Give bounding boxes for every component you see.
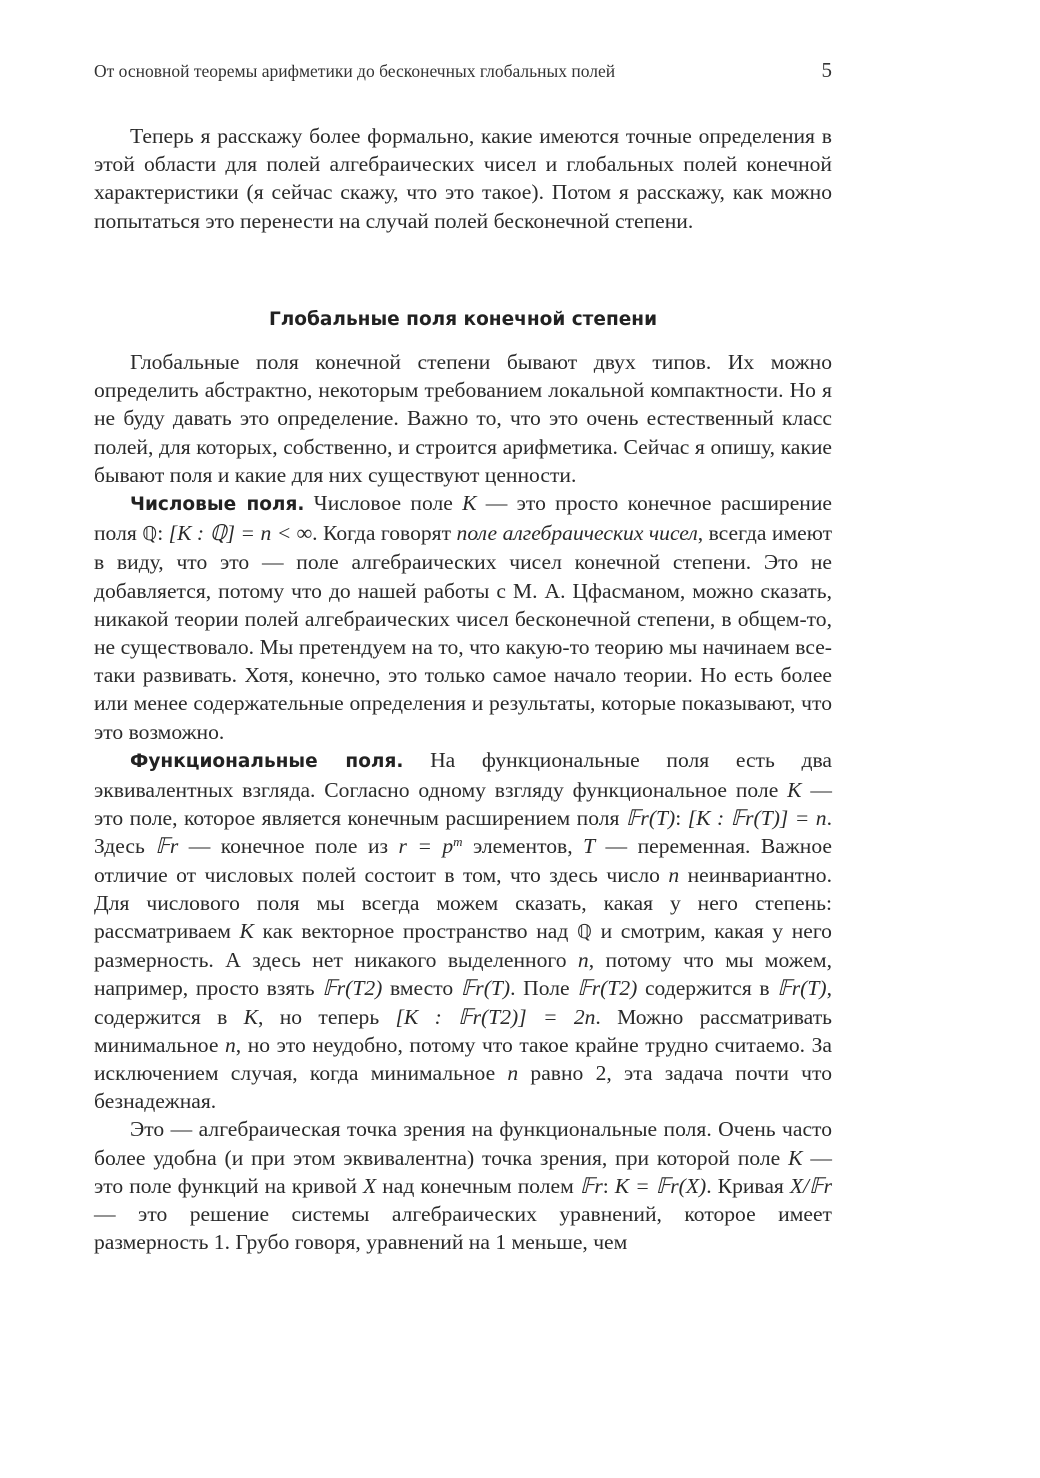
math-degree-2n: [K : 𝔽r(T2)] = 2n [395, 1004, 596, 1029]
math-K: K [787, 778, 802, 803]
math-Fr: 𝔽r [155, 834, 179, 859]
paragraph-global-fields: Глобальные поля конечной степени бывают двух типов. Их можно определить абстрактно, некоторым требованием локальной компактности. Но я не буду давать это определение. Важно то, что это очень естественный класс полей, для которых, собственно, и строится арифметика. Сейчас я опишу, какие бывают поля и какие для них существуют ценности. [94, 350, 832, 487]
page-number: 5 [821, 58, 832, 82]
math-Fr-T: 𝔽r(T) [460, 976, 511, 1001]
math-Q: ℚ [142, 523, 158, 546]
text-run: — это поле функций на кривой [94, 1145, 832, 1198]
text-run: элементов, [462, 834, 584, 859]
text-run: и смотрим, какая у него размерность. А здесь нет никакого выделенного [94, 919, 832, 973]
section-body [94, 348, 832, 1257]
paragraph-number-fields [94, 489, 832, 746]
paragraph-function-fields [94, 746, 832, 1116]
running-header-title: От основной теоремы арифметики до бесконечных глобальных полей [94, 61, 616, 81]
math-Q: ℚ [576, 921, 592, 944]
math-K-equals-FrX: K = 𝔽r(X) [614, 1173, 707, 1198]
text-run: : [675, 806, 688, 831]
text-run: — это решение системы алгебраических уравнений, которое имеет размерность 1. Грубо говоря, уравнений на 1 меньше, чем [94, 1202, 832, 1255]
text-run: Это — алгебраическая точка зрения на функциональные поля. Очень часто более удобна (и при этом эквивалентна) точка зрения, при которой поле [94, 1117, 832, 1170]
intro-block [94, 122, 832, 235]
function-fields-heading: Функциональные поля. [130, 750, 404, 772]
text-run: , содержится в [94, 976, 832, 1029]
math-K: K [243, 1004, 259, 1029]
text-run: : [157, 521, 169, 546]
math-K: K [788, 1145, 803, 1170]
text-run: , всегда имеют в виду, что это — поле алгебраических чисел конечной степени. Это не добавляется, потому что до нашей работы с М. А. Цфасманом, можно сказать, никакой теории полей алгебраических чисел бесконечной степени, в общем-то, не существовало. Мы претендуем на то, что какую-то теорию мы начинаем все-таки развивать. Хотя, конечно, это только самое начало теории. Но есть более или менее содержательные определения и результаты, которые показывают, что это возможно. [94, 521, 833, 744]
text-run: Числовое поле [313, 491, 463, 516]
math-Fr-T2: 𝔽r(T2) [322, 976, 383, 1001]
text-run: неинвариантно. Для числового поля мы всегда можем сказать, какая у него степень: рассматриваем [94, 862, 832, 944]
paragraph-geometric-view [94, 1115, 832, 1256]
math-function-degree-equation: [K : 𝔽r(T)] = n [687, 806, 827, 831]
math-r-equals-p: r = p [398, 834, 454, 859]
text-run: На функциональные поля есть два эквивалентных взгляда. Согласно одному взгляду функциональное поле [94, 747, 832, 803]
text-run: — это просто конечное расширение поля [94, 491, 832, 546]
math-Fr-T2: 𝔽r(T2) [577, 976, 638, 1001]
text-run: . Можно рассматривать минимальное [94, 1004, 832, 1057]
text-run: как векторное пространство над [253, 919, 577, 944]
math-n: n [668, 862, 680, 887]
number-fields-heading: Числовые поля. [130, 494, 305, 516]
math-Fr: 𝔽r [579, 1173, 603, 1198]
math-exponent-m: m [453, 834, 463, 850]
text-run: : [602, 1173, 615, 1198]
math-X-over-Fr: X/𝔽r [789, 1173, 832, 1198]
math-K: K [462, 491, 477, 516]
text-run: — переменная. Важное отличие от числовых полей состоит в том, что здесь число [94, 834, 832, 887]
text-run: над конечным полем [376, 1173, 580, 1198]
math-r-equation [398, 834, 462, 858]
math-X: X [363, 1173, 377, 1198]
math-n: n [577, 948, 589, 973]
text-run: — конечное поле из [178, 834, 399, 859]
text-run: . Когда говорят [312, 521, 457, 546]
text-run: , но теперь [258, 1004, 396, 1029]
emphasis-algebraic-numbers: поле алгебраических чисел [456, 521, 698, 546]
text-run: вместо [382, 976, 461, 1001]
running-header [94, 58, 832, 88]
text-run: . Кривая [706, 1173, 790, 1198]
text-run: равно 2, эта задача почти что безнадежная. [94, 1061, 832, 1114]
math-Fr-T: 𝔽r(T) [777, 976, 827, 1001]
math-K: K [239, 919, 254, 944]
text-run: . Здесь [94, 806, 832, 859]
math-Fr-T: 𝔽r(T) [625, 806, 676, 831]
text-run: , потому что мы можем, например, просто взять [94, 948, 832, 1001]
math-n: n [224, 1032, 236, 1057]
math-degree-equation: [K : ℚ] = n < ∞ [168, 521, 313, 546]
intro-paragraph: Теперь я расскажу более формально, какие имеются точные определения в этой области для полей алгебраических чисел и глобальных полей конечной характеристики (я сейчас скажу, что это такое). Потом я расскажу, как можно попытаться это перенести на случай полей бесконечной степени. [94, 124, 832, 233]
text-run: , но это неудобно, потому что такое крайне трудно считаемо. За исключением случая, когда минимальное [94, 1032, 832, 1086]
text-run: . Поле [510, 976, 578, 1001]
math-T: T [583, 834, 596, 859]
section-title: Глобальные поля конечной степени [268, 309, 658, 330]
text-run: — это поле, которое является конечным расширением поля [94, 778, 832, 831]
math-n: n [507, 1061, 519, 1086]
text-run: содержится в [637, 976, 778, 1001]
